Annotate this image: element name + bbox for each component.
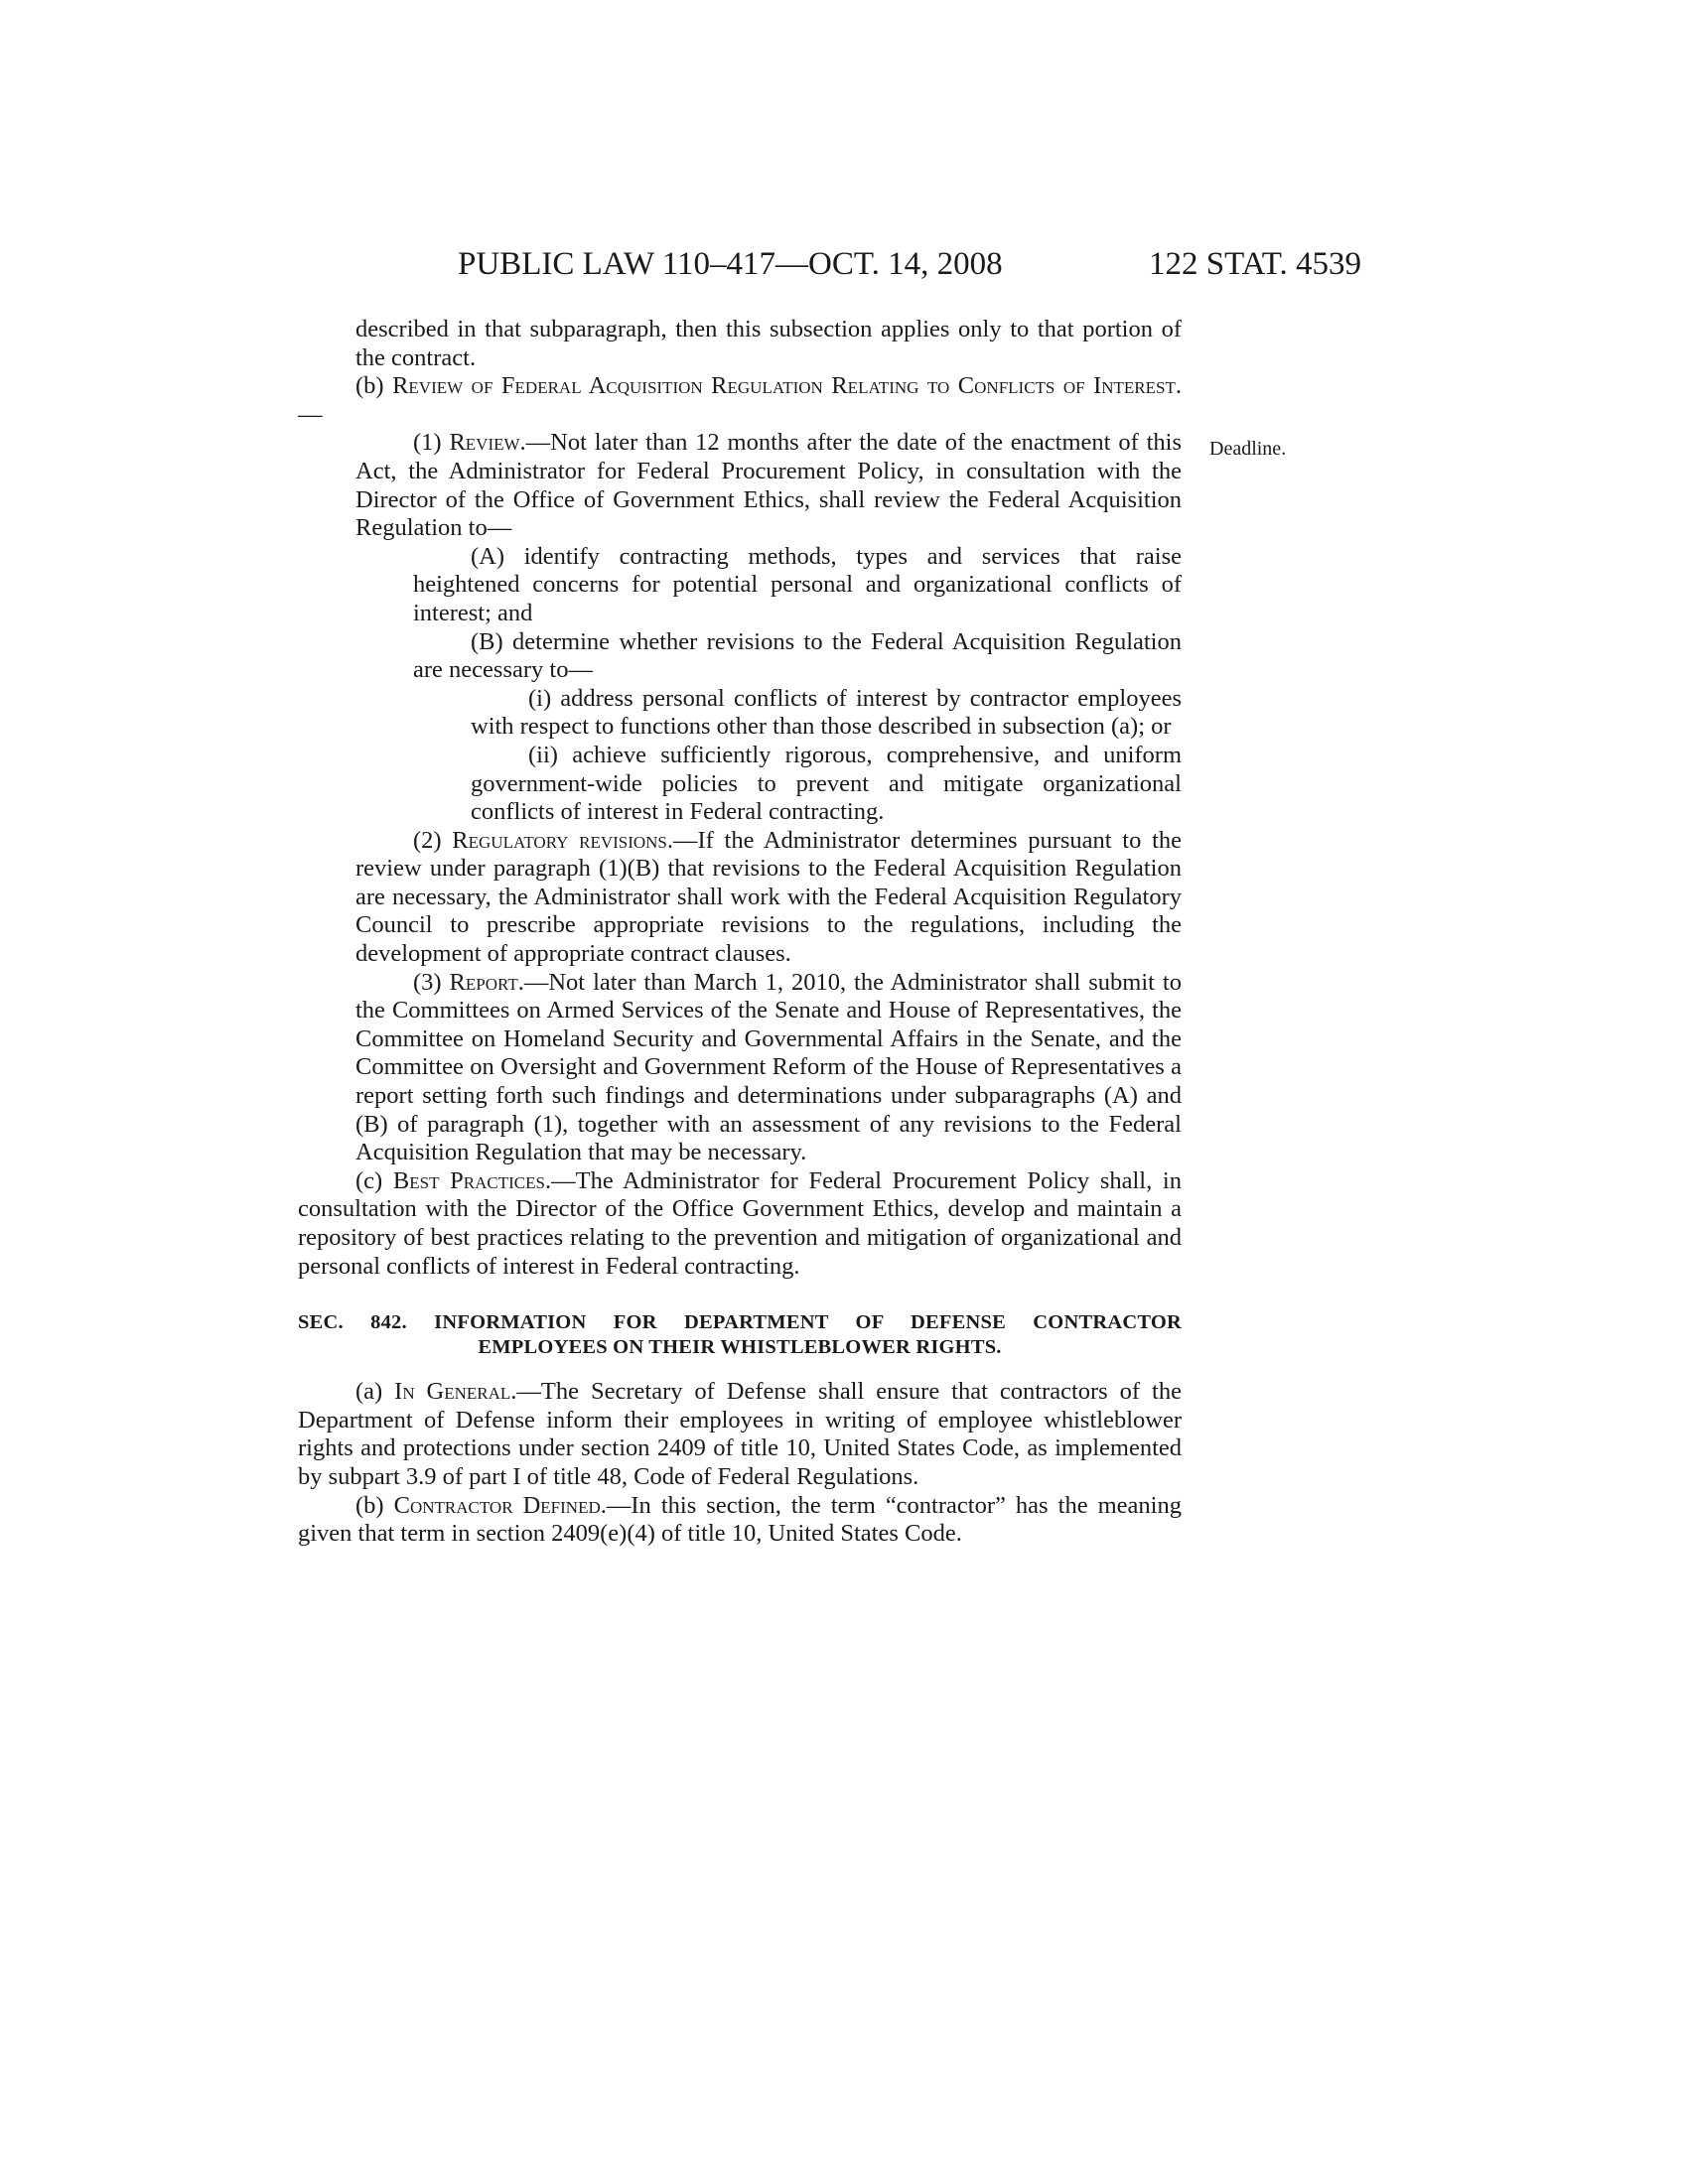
- sec842-subsection-b: [298, 1492, 1182, 1549]
- subsection-b-label: (b): [355, 372, 393, 400]
- para-b1-text: —Not later than 12 months after the date of the enactment of this Act, the Administrator for Federal Procurement Policy, in consultation with the Director of the Office of Government Ethics, shall review the Federal Acquisition Regulation to—: [355, 429, 1182, 542]
- sec842-b-label: (b): [355, 1491, 394, 1519]
- clause-b1Bii: [298, 742, 1182, 827]
- clause-b1Bii-text: (ii) achieve sufficiently rigorous, comprehensive, and uniform government-wide policies to prevent and mitigate organizational conflicts of interest in Federal contracting.: [471, 741, 1182, 826]
- header-stat-page: 122 STAT. 4539: [1149, 246, 1362, 282]
- para-b2-regulatory-revisions: [298, 827, 1182, 969]
- para-b3-label: (3): [413, 968, 450, 996]
- subsection-c-label: (c): [355, 1166, 393, 1194]
- margin-note-deadline: Deadline.: [1209, 438, 1287, 460]
- para-b3-text: —Not later than March 1, 2010, the Administrator shall submit to the Committees on Armed Services of the Senate and House of Representatives, the Committee on Homeland Security and Governmental Affairs in the Senate, and the Committee on Oversight and Government Reform of the House of Representatives a report setting forth such findings and determinations under subparagraphs (A) and (B) of paragraph (1), together with an assessment of any revisions to the Federal Acquisition Regulation that may be necessary.: [355, 968, 1182, 1166]
- section-842-heading-line1: SEC. 842. INFORMATION FOR DEPARTMENT OF DEFENSE CONTRACTOR: [298, 1311, 1182, 1334]
- sec842-a-label: (a): [355, 1378, 395, 1406]
- para-b2-heading: Regulatory revisions.: [452, 826, 674, 854]
- para-b1-label: (1): [413, 429, 450, 457]
- subpara-b1A: [298, 543, 1182, 628]
- sec842-a-text: —The Secretary of Defense shall ensure that contractors of the Department of Defense inform their employees in writing of employee whistleblower rights and protections under section 2409 of title 10, United States Code, as implemented by subpart 3.9 of part I of title 48, Code of Federal Regulations.: [298, 1378, 1182, 1490]
- subsection-b-dash: —: [298, 400, 323, 428]
- subsection-b-heading: [298, 372, 1182, 429]
- section-842-heading: [298, 1310, 1182, 1360]
- sec842-subsection-a: [298, 1378, 1182, 1491]
- subpara-b1A-text: (A) identify contracting methods, types and services that raise heightened concerns for potential personal and organizational conflicts of interest; and: [413, 542, 1182, 626]
- sec842-a-heading: In General.: [394, 1378, 517, 1406]
- para-continuation: [298, 316, 1182, 372]
- clause-b1Bi-text: (i) address personal conflicts of interest by contractor employees with respect to functions other than those described in subsection (a); or: [471, 684, 1182, 741]
- subsection-c-heading: Best Practices.: [392, 1166, 552, 1194]
- para-b2-text: —If the Administrator determines pursuant to the review under paragraph (1)(B) that revisions to the Federal Acquisition Regulation are necessary, the Administrator shall work with the Federal Acquisition Regulatory Council to prescribe appropriate revisions to the regulations, including the development of appropriate contract clauses.: [355, 826, 1183, 968]
- clause-b1Bi: [298, 685, 1182, 742]
- para-b2-label: (2): [413, 826, 453, 854]
- subpara-b1B-text: (B) determine whether revisions to the Federal Acquisition Regulation are necessary to—: [413, 627, 1182, 684]
- section-842-heading-line2: EMPLOYEES ON THEIR WHISTLEBLOWER RIGHTS.: [478, 1336, 1002, 1359]
- subsection-c-best-practices: [298, 1167, 1182, 1281]
- subsection-b-title: Review of Federal Acquisition Regulation Relating to Conflicts of Interest.: [392, 372, 1182, 400]
- para-b1-review: [298, 429, 1182, 542]
- running-header: [0, 242, 1688, 286]
- subsection-c-text: —The Administrator for Federal Procurement Policy shall, in consultation with the Director of the Office Government Ethics, develop and maintain a repository of best practices relating to the prevention and mitigation of organizational and personal conflicts of interest in Federal contracting.: [298, 1166, 1182, 1280]
- subpara-b1B: [298, 628, 1182, 685]
- sec842-b-heading: Contractor Defined.: [393, 1491, 607, 1519]
- para-b1-heading: Review.: [449, 429, 526, 457]
- sec842-b-text: —In this section, the term “contractor” has the meaning given that term in section 2409(e)(4) of title 10, United States Code.: [298, 1491, 1182, 1548]
- para-b3-report: [298, 969, 1182, 1167]
- para-continuation-text: described in that subparagraph, then this subsection applies only to that portion of the contract.: [355, 316, 1182, 371]
- para-b3-heading: Report.: [449, 968, 524, 996]
- body-text: [298, 316, 1182, 1549]
- header-title: PUBLIC LAW 110–417—OCT. 14, 2008: [458, 246, 1003, 282]
